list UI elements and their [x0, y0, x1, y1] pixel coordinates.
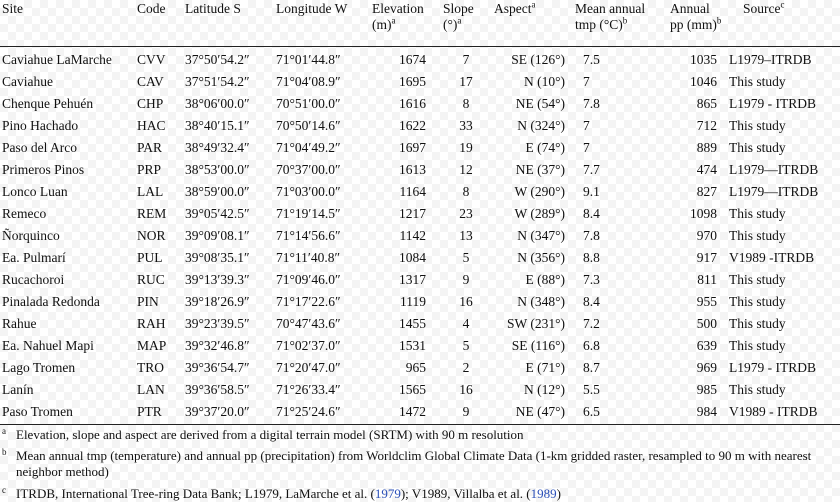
- cell-latitude: 39°09′08.1″: [185, 228, 250, 243]
- cell-latitude: 38°40′15.1″: [185, 118, 250, 133]
- cell-slope: 9: [462, 272, 470, 287]
- header-slope-sup: a: [457, 15, 462, 26]
- cell-longitude: 70°50′14.6″: [276, 118, 341, 133]
- header-latitude: Latitude S: [185, 1, 241, 16]
- footnote-a: [0, 427, 836, 443]
- cell-elevation: 1455: [399, 316, 426, 331]
- cell-slope: 19: [459, 140, 473, 155]
- table-row: [0, 137, 840, 159]
- cell-aspect: N (324°): [517, 118, 565, 133]
- footnote-b-mark: b: [2, 447, 7, 457]
- cell-annual-pp: 865: [696, 96, 717, 111]
- header-source-sup: c: [780, 0, 785, 10]
- cell-aspect: NE (47°): [515, 404, 565, 419]
- cell-aspect: SE (116°): [511, 338, 565, 353]
- cell-site: Ea. Pulmarí: [2, 250, 66, 265]
- cell-source: This study: [729, 316, 786, 331]
- cell-source: L1979—ITRDB: [729, 184, 819, 199]
- cell-site: Lonco Luan: [2, 184, 68, 199]
- header-rule: [0, 46, 840, 47]
- cell-latitude: 37°51′54.2″: [185, 74, 250, 89]
- cell-code: CHP: [137, 96, 164, 111]
- cell-longitude: 71°02′37.0″: [276, 338, 341, 353]
- footnote-c-text3: ): [556, 486, 561, 501]
- cell-site: Chenque Pehuén: [2, 96, 94, 111]
- cell-latitude: 39°37′20.0″: [185, 404, 250, 419]
- cell-annual-pp: 1098: [690, 206, 717, 221]
- cell-annual-pp: 811: [697, 272, 717, 287]
- cell-source: This study: [729, 140, 786, 155]
- header-elevation: [372, 1, 424, 33]
- cell-annual-pp: 985: [696, 382, 717, 397]
- cell-mean-tmp: 7.3: [583, 272, 600, 287]
- table-row: [0, 401, 840, 423]
- cell-source: This study: [729, 206, 786, 221]
- cell-elevation: 1084: [399, 250, 426, 265]
- cell-aspect: E (88°): [525, 272, 565, 287]
- cell-aspect: W (289°): [514, 206, 565, 221]
- cell-mean-tmp: 7: [583, 74, 590, 89]
- cell-mean-tmp: 7.8: [583, 228, 600, 243]
- cell-code: LAN: [137, 382, 165, 397]
- cell-mean-tmp: 7: [583, 118, 590, 133]
- table-row: [0, 203, 840, 225]
- cell-longitude: 71°01′44.8″: [276, 52, 341, 67]
- cell-longitude: 71°20′47.0″: [276, 360, 341, 375]
- header-slope: [443, 1, 474, 33]
- cell-source: V1989 - ITRDB: [729, 404, 818, 419]
- cell-site: Remeco: [2, 206, 47, 221]
- cell-longitude: 71°04′08.9″: [276, 74, 341, 89]
- cell-site: Pino Hachado: [2, 118, 79, 133]
- cell-longitude: 71°03′00.0″: [276, 184, 341, 199]
- cell-annual-pp: 889: [696, 140, 717, 155]
- cell-annual-pp: 1046: [690, 74, 717, 89]
- cell-source: L1979 - ITRDB: [729, 360, 816, 375]
- header-aspect: [494, 1, 536, 17]
- cell-elevation: 1616: [399, 96, 426, 111]
- cell-site: Paso del Arco: [2, 140, 77, 155]
- footnote-c-text1: ITRDB, International Tree-ring Data Bank; L1979, LaMarche et al. (: [16, 486, 375, 501]
- table-row: [0, 225, 840, 247]
- cell-aspect: W (290°): [514, 184, 565, 199]
- cell-slope: 33: [459, 118, 473, 133]
- header-mean-tmp-line2: tmp (°C): [575, 17, 623, 32]
- cell-aspect: N (12°): [523, 382, 565, 397]
- cell-mean-tmp: 8.7: [583, 360, 600, 375]
- cell-annual-pp: 1035: [690, 52, 717, 67]
- cell-site: Paso Tromen: [2, 404, 73, 419]
- cell-longitude: 71°17′22.6″: [276, 294, 341, 309]
- header-aspect-label: Aspect: [494, 1, 532, 16]
- table-row: [0, 335, 840, 357]
- cell-latitude: 37°50′54.2″: [185, 52, 250, 67]
- cell-mean-tmp: 7.8: [583, 96, 600, 111]
- cell-elevation: 1119: [400, 294, 426, 309]
- cell-slope: 8: [462, 184, 470, 199]
- footnote-a-text: Elevation, slope and aspect are derived from a digital terrain model (SRTM) with 90 m resolution: [16, 427, 524, 442]
- header-mean-tmp: [575, 1, 645, 33]
- cell-source: This study: [729, 118, 786, 133]
- cell-mean-tmp: 8.4: [583, 206, 600, 221]
- cell-code: PUL: [137, 250, 163, 265]
- cell-code: REM: [137, 206, 167, 221]
- cell-aspect: E (74°): [525, 140, 565, 155]
- cell-annual-pp: 474: [696, 162, 717, 177]
- cell-mean-tmp: 6.8: [583, 338, 600, 353]
- cell-latitude: 39°23′39.5″: [185, 316, 250, 331]
- header-aspect-sup: a: [531, 0, 536, 10]
- table-row: [0, 181, 840, 203]
- cell-elevation: 1531: [399, 338, 426, 353]
- cell-aspect: N (348°): [517, 294, 565, 309]
- cell-latitude: 38°59′00.0″: [185, 184, 250, 199]
- cell-code: MAP: [137, 338, 167, 353]
- header-elevation-line1: Elevation: [372, 1, 424, 16]
- cell-source: This study: [729, 382, 786, 397]
- footnote-a-mark: a: [2, 426, 6, 436]
- table-row: [0, 115, 840, 137]
- cell-longitude: 71°26′33.4″: [276, 382, 341, 397]
- table-row: [0, 247, 840, 269]
- cell-latitude: 39°13′39.3″: [185, 272, 250, 287]
- cell-mean-tmp: 5.5: [583, 382, 600, 397]
- header-annual-pp-line2: pp (mm): [670, 17, 717, 32]
- footnote-c-mark: c: [2, 485, 6, 495]
- cell-site: Lanín: [2, 382, 34, 397]
- cell-code: NOR: [137, 228, 166, 243]
- cell-mean-tmp: 8.8: [583, 250, 600, 265]
- cell-source: L1979–ITRDB: [729, 52, 812, 67]
- site-table: [0, 49, 840, 423]
- cell-mean-tmp: 7.7: [583, 162, 600, 177]
- header-source-label: Source: [743, 1, 781, 16]
- cell-elevation: 1472: [399, 404, 426, 419]
- cell-slope: 12: [459, 162, 473, 177]
- cell-annual-pp: 955: [696, 294, 717, 309]
- cell-slope: 7: [462, 52, 470, 67]
- cell-slope: 9: [462, 404, 470, 419]
- citation-link-1989[interactable]: 1989: [530, 486, 557, 501]
- cell-annual-pp: 970: [696, 228, 717, 243]
- cell-code: PAR: [137, 140, 163, 155]
- cell-annual-pp: 969: [696, 360, 717, 375]
- cell-code: TRO: [137, 360, 164, 375]
- cell-code: RAH: [137, 316, 166, 331]
- cell-elevation: 1695: [399, 74, 426, 89]
- cell-source: This study: [729, 294, 786, 309]
- cell-aspect: N (356°): [517, 250, 565, 265]
- cell-longitude: 71°25′24.6″: [276, 404, 341, 419]
- cell-elevation: 1622: [399, 118, 426, 133]
- cell-latitude: 39°36′58.5″: [185, 382, 250, 397]
- cell-mean-tmp: 6.5: [583, 404, 600, 419]
- table-row: [0, 159, 840, 181]
- cell-source: L1979—ITRDB: [729, 162, 819, 177]
- cell-mean-tmp: 7: [583, 140, 590, 155]
- footnote-b: [0, 448, 836, 480]
- cell-elevation: 1697: [399, 140, 426, 155]
- cell-longitude: 70°37′00.0″: [276, 162, 341, 177]
- header-slope-line1: Slope: [443, 1, 474, 16]
- cell-code: RUC: [137, 272, 165, 287]
- cell-slope: 5: [462, 250, 470, 265]
- footnote-c: [0, 486, 836, 502]
- header-source: [743, 1, 785, 17]
- cell-aspect: SW (231°): [506, 316, 565, 331]
- cell-longitude: 71°04′49.2″: [276, 140, 341, 155]
- cell-site: Lago Tromen: [2, 360, 76, 375]
- cell-source: L1979 - ITRDB: [729, 96, 816, 111]
- cell-longitude: 71°19′14.5″: [276, 206, 341, 221]
- cell-aspect: NE (54°): [515, 96, 565, 111]
- cell-latitude: 39°18′26.9″: [185, 294, 250, 309]
- cell-code: HAC: [137, 118, 166, 133]
- cell-code: PIN: [137, 294, 159, 309]
- header-code: Code: [137, 1, 166, 16]
- cell-elevation: 1317: [399, 272, 426, 287]
- cell-source: This study: [729, 74, 786, 89]
- cell-annual-pp: 639: [696, 338, 717, 353]
- cell-longitude: 71°09′46.0″: [276, 272, 341, 287]
- cell-aspect: NE (37°): [515, 162, 565, 177]
- cell-code: CAV: [137, 74, 164, 89]
- cell-mean-tmp: 8.4: [583, 294, 600, 309]
- cell-aspect: N (10°): [523, 74, 565, 89]
- header-elevation-sup: a: [391, 15, 396, 26]
- cell-site: Rucachoroi: [2, 272, 65, 287]
- cell-latitude: 39°05′42.5″: [185, 206, 250, 221]
- table-row: [0, 269, 840, 291]
- cell-slope: 13: [459, 228, 473, 243]
- bottom-rule: [0, 424, 840, 425]
- header-mean-tmp-sup: b: [622, 15, 628, 26]
- table-row: [0, 291, 840, 313]
- cell-aspect: E (71°): [525, 360, 565, 375]
- cell-source: This study: [729, 228, 786, 243]
- cell-site: Pinalada Redonda: [2, 294, 100, 309]
- table-row: [0, 313, 840, 335]
- header-elevation-line2: (m): [372, 17, 392, 32]
- cell-site: Primeros Pinos: [2, 162, 85, 177]
- table-row: [0, 49, 840, 71]
- cell-elevation: 1674: [399, 52, 426, 67]
- cell-elevation: 1565: [399, 382, 426, 397]
- cell-slope: 2: [462, 360, 470, 375]
- cell-longitude: 70°51′00.0″: [276, 96, 341, 111]
- table-header: [0, 0, 840, 48]
- header-annual-pp-sup: b: [716, 15, 722, 26]
- cell-annual-pp: 984: [696, 404, 717, 419]
- cell-slope: 17: [459, 74, 473, 89]
- cell-mean-tmp: 7.2: [583, 316, 600, 331]
- cell-longitude: 71°14′56.6″: [276, 228, 341, 243]
- cell-code: LAL: [137, 184, 164, 199]
- cell-source: This study: [729, 272, 786, 287]
- footnote-c-text2: ); V1989, Villalba et al. (: [400, 486, 531, 501]
- table-row: [0, 379, 840, 401]
- cell-site: Rahue: [2, 316, 37, 331]
- cell-annual-pp: 827: [696, 184, 717, 199]
- cell-source: V1989 -ITRDB: [729, 250, 815, 265]
- header-longitude: Longitude W: [276, 1, 348, 16]
- cell-annual-pp: 500: [696, 316, 717, 331]
- cell-elevation: 965: [405, 360, 426, 375]
- cell-latitude: 39°36′54.7″: [185, 360, 250, 375]
- cell-code: PTR: [137, 404, 162, 419]
- header-site: Site: [2, 1, 24, 16]
- header-annual-pp: [670, 1, 721, 33]
- cell-source: This study: [729, 338, 786, 353]
- footnote-b-text: Mean annual tmp (temperature) and annual pp (precipitation) from Worldclim Global Climate Data (1-km gridded raster, resampled to 90 m with nearest neighbor method): [16, 448, 812, 479]
- cell-mean-tmp: 9.1: [583, 184, 600, 199]
- cell-elevation: 1164: [399, 184, 426, 199]
- cell-latitude: 38°06′00.0″: [185, 96, 250, 111]
- cell-annual-pp: 917: [696, 250, 717, 265]
- cell-slope: 16: [459, 382, 473, 397]
- cell-slope: 16: [459, 294, 473, 309]
- cell-latitude: 38°49′32.4″: [185, 140, 250, 155]
- cell-longitude: 71°11′40.8″: [276, 250, 341, 265]
- cell-site: Caviahue: [2, 74, 53, 89]
- table-row: [0, 71, 840, 93]
- cell-annual-pp: 712: [696, 118, 717, 133]
- header-annual-pp-line1: Annual: [670, 1, 710, 16]
- cell-code: CVV: [137, 52, 166, 67]
- cell-longitude: 70°47′43.6″: [276, 316, 341, 331]
- table-row: [0, 357, 840, 379]
- cell-aspect: N (347°): [517, 228, 565, 243]
- table-row: [0, 93, 840, 115]
- citation-link-1979[interactable]: 1979: [374, 486, 401, 501]
- cell-slope: 23: [459, 206, 473, 221]
- cell-elevation: 1217: [399, 206, 426, 221]
- header-slope-line2: (°): [443, 17, 458, 32]
- cell-site: Ea. Nahuel Mapi: [2, 338, 94, 353]
- cell-slope: 4: [462, 316, 470, 331]
- header-mean-tmp-line1: Mean annual: [575, 1, 646, 16]
- cell-latitude: 39°32′46.8″: [185, 338, 250, 353]
- cell-elevation: 1142: [399, 228, 426, 243]
- cell-site: Caviahue LaMarche: [2, 52, 112, 67]
- cell-aspect: SE (126°): [511, 52, 565, 67]
- cell-latitude: 39°08′35.1″: [185, 250, 250, 265]
- cell-site: Ñorquinco: [2, 228, 60, 243]
- cell-mean-tmp: 7.5: [583, 52, 600, 67]
- cell-slope: 8: [462, 96, 470, 111]
- cell-latitude: 38°53′00.0″: [185, 162, 250, 177]
- cell-code: PRP: [137, 162, 162, 177]
- table-body: [0, 49, 840, 423]
- cell-elevation: 1613: [399, 162, 426, 177]
- cell-slope: 5: [462, 338, 470, 353]
